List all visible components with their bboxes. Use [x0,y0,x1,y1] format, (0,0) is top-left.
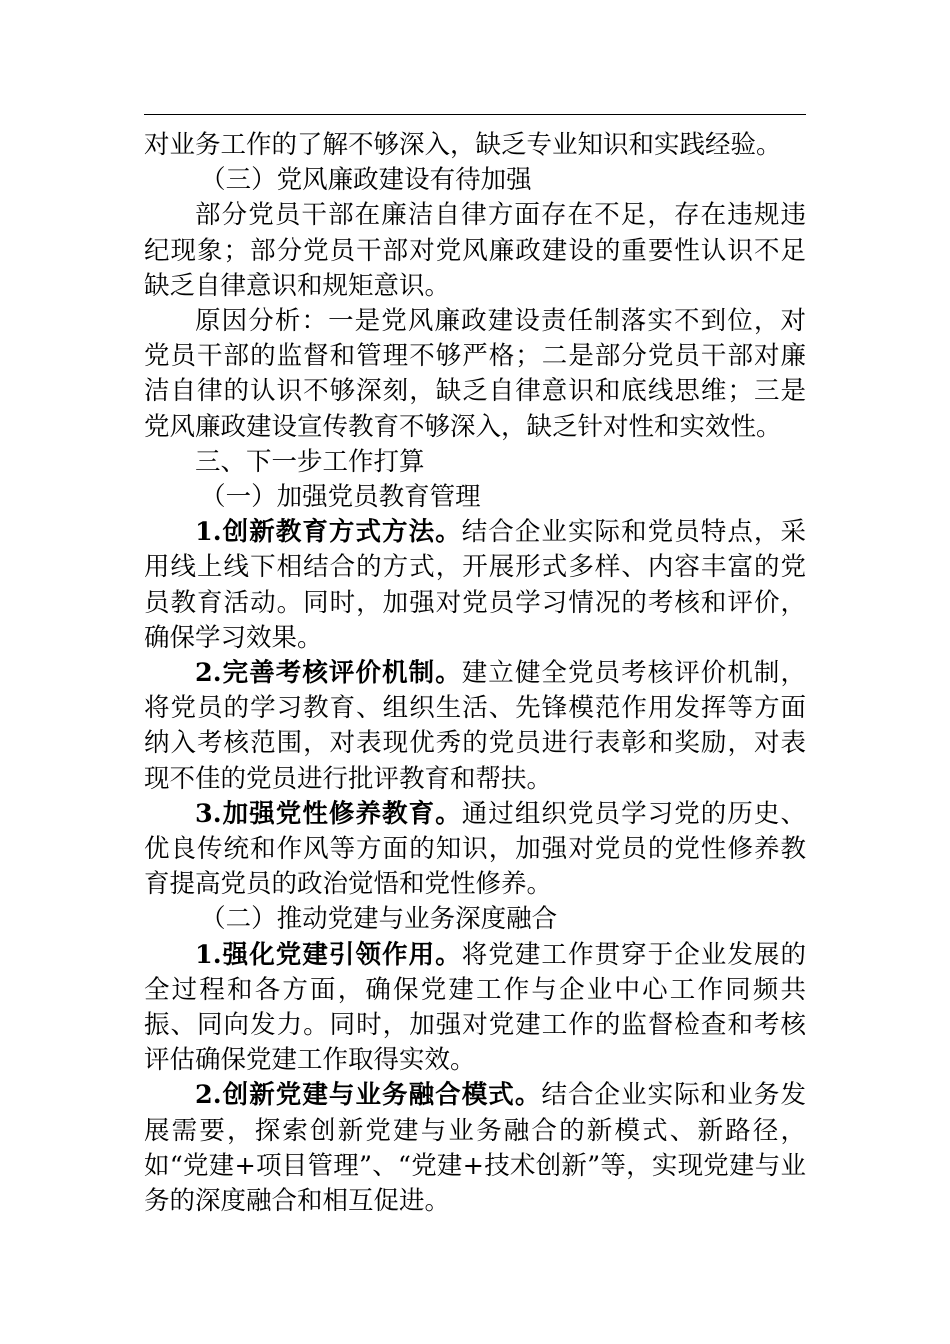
sub-2-item-2 [144,1078,806,1219]
sub-2-heading: （二）推动党建与业务深度融合 [200,904,558,935]
part-3-heading: 三、下一步工作打算 [195,446,425,477]
sub-1-item-1-lead: 1.创新教育方式方法。 [195,517,462,548]
header-rule [144,114,806,115]
sub-1-item-2-text: 建立健全党员考核评价机制，将党员的学习教育、组织生活、先锋模范作用发挥等方面纳入考核范围，对表现优秀的党员进行表彰和奖励，对表现不佳的党员进行批评教育和帮扶。 [144,658,806,794]
sub-2-item-1 [144,938,806,1079]
section-3-paragraph-1: 部分党员干部在廉洁自律方面存在不足，存在违规违纪现象；部分党员干部对党风廉政建设的重要性认识不足缺乏自律意识和规矩意识。 [144,200,806,301]
document-body [144,128,806,1219]
sub-1-item-3-text: 通过组织党员学习党的历史、优良传统和作风等方面的知识，加强对党员的党性修养教育提高党员的政治觉悟和党性修养。 [144,798,806,900]
continuation-paragraph: 对业务工作的了解不够深入，缺乏专业知识和实践经验。 [144,130,782,160]
sub-2-item-1-text: 将党建工作贯穿于企业发展的全过程和各方面，确保党建工作与企业中心工作同频共振、同向发力。同时，加强对党建工作的监督检查和考核评估确保党建工作取得实效。 [144,939,806,1076]
sub-1-item-3 [144,797,806,903]
sub-1-item-2 [144,656,806,797]
sub-2-item-2-lead: 2.创新党建与业务融合模式。 [195,1080,542,1111]
sub-2-item-1-lead: 1.强化党建引领作用。 [195,939,462,970]
sub-1-item-2-lead: 2.完善考核评价机制。 [195,658,462,689]
sub-1-item-1 [144,515,806,656]
sub-2-item-2-text: 结合企业实际和业务发展需要，探索创新党建与业务融合的新模式、新路径，如“党建+项目管理”、“党建+技术创新”等，实现党建与业务的深度融合和相互促进。 [144,1080,806,1217]
sub-1-item-3-lead: 3.加强党性修养教育。 [195,798,462,829]
section-3-heading: （三）党风廉政建设有待加强 [200,165,532,196]
sub-1-heading: （一）加强党员教育管理 [200,482,481,513]
section-3-paragraph-2: 原因分析：一是党风廉政建设责任制落实不到位，对党员干部的监督和管理不够严格；二是部分党员干部对廉洁自律的认识不够深刻，缺乏自律意识和底线思维；三是党风廉政建设宣传教育不够深入，缺乏针对性和实效性。 [144,306,806,442]
sub-1-item-1-text: 结合企业实际和党员特点，采用线上线下相结合的方式，开展形式多样、内容丰富的党员教育活动。同时，加强对党员学习情况的考核和评价，确保学习效果。 [144,517,806,653]
